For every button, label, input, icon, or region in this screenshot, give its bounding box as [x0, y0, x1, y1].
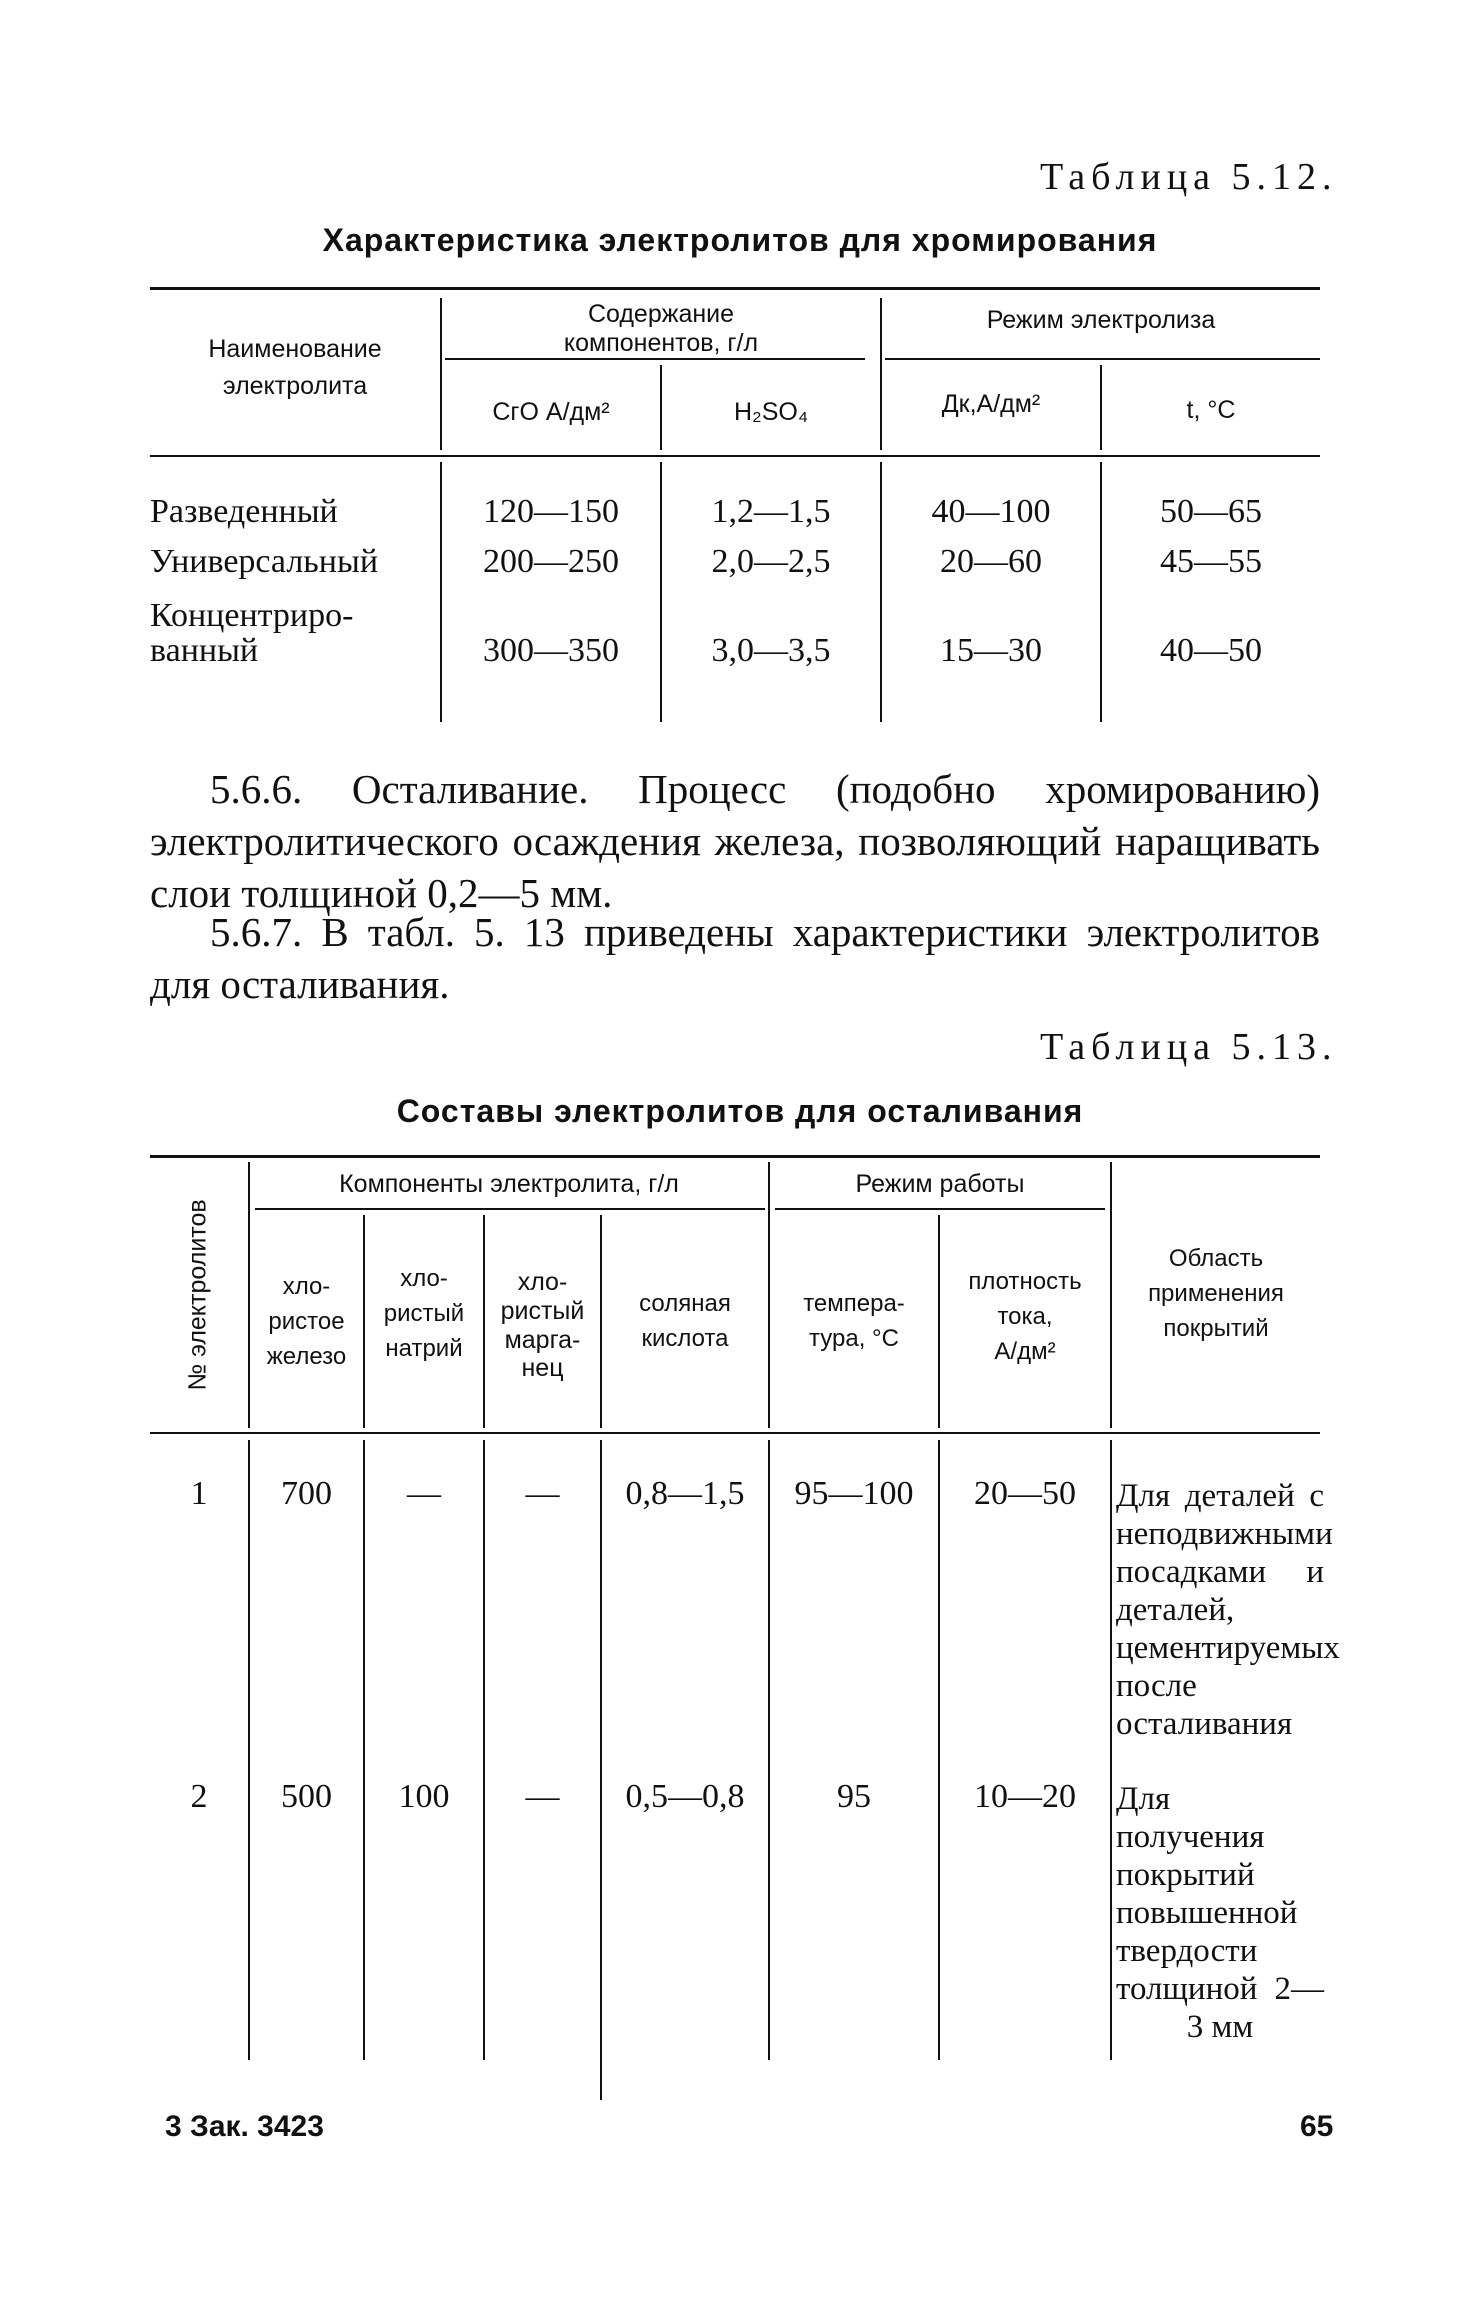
row-t: 50—65	[1160, 493, 1262, 530]
row-temp: 95	[837, 1778, 871, 1815]
row-name: Разведенный	[150, 493, 338, 530]
table1-top-rule	[150, 287, 1320, 290]
table1-header-cro: СгО А/дм²	[492, 398, 610, 426]
table2-header-hcl: соляная кислота	[639, 1290, 731, 1352]
row-na: —	[407, 1475, 441, 1512]
row-fe: 500	[281, 1778, 332, 1815]
table1-header-mode: Режим электролиза	[986, 306, 1216, 334]
row-density: 20—50	[974, 1475, 1076, 1512]
page-number: 65	[1300, 2110, 1334, 2143]
row-na: 100	[398, 1778, 450, 1815]
row-density: 10—20	[974, 1778, 1076, 1815]
table2-vline	[938, 1440, 940, 2060]
table1-title: Характеристика электролитов для хромирования	[322, 222, 1158, 258]
table2-header-na: хло- ристый натрий	[383, 1265, 465, 1362]
row-name-line2: ванный	[150, 632, 259, 669]
table2-header-num: № электролитов	[183, 1199, 212, 1391]
row-hcl: 0,8—1,5	[625, 1475, 745, 1512]
table1-subhead-rule	[445, 358, 865, 360]
row-temp: 95—100	[794, 1475, 914, 1512]
table2-caption: Таблица 5.13.	[1040, 1026, 1338, 1068]
table2-header-rule	[150, 1432, 1320, 1434]
table1-header-name: Наименование электролита	[208, 335, 382, 400]
table2-top-rule	[150, 1155, 1320, 1158]
table2-title: Составы электролитов для осталивания	[396, 1093, 1084, 1129]
table2-vline	[768, 1440, 770, 2060]
row-hcl: 0,5—0,8	[625, 1778, 745, 1815]
row-dk: 40—100	[931, 493, 1051, 530]
table1-header-content: Содержание компонентов, г/л	[563, 300, 759, 357]
row-num: 2	[190, 1778, 208, 1815]
paragraph-5-6-6: 5.6.6. Осталивание. Процесс (подобно хромированию) электролитического осаждения железа, позволяющий наращивать слои толщиной 0,2—5 мм.	[150, 766, 1320, 916]
table2-header-area: Область применения покрытий	[1148, 1245, 1284, 1342]
row-name-line1: Концентриро-	[150, 597, 354, 634]
row-area: Для получения покрытий повышенной твердости толщиной 2—3 мм	[1116, 1781, 1324, 2045]
table1-header-rule	[150, 455, 1320, 457]
row-t: 40—50	[1160, 632, 1262, 669]
row-fe: 700	[281, 1475, 332, 1512]
row-dk: 20—60	[940, 543, 1042, 580]
table1-header-t: t, °С	[1186, 396, 1236, 424]
paragraph-5-6-7: 5.6.7. В табл. 5. 13 приведены характеристики электролитов для осталивания.	[150, 909, 1320, 1007]
row-num: 1	[190, 1475, 208, 1512]
table1-header-dk: Дк,А/дм²	[941, 390, 1041, 418]
row-t: 45—55	[1160, 543, 1262, 580]
row-cro: 120—150	[483, 493, 619, 530]
order-number: 3 Зак. 3423	[165, 2110, 324, 2143]
table2-header-mn: хло- ристый марга- нец	[500, 1268, 585, 1383]
row-h2so4: 1,2—1,5	[711, 493, 831, 530]
row-h2so4: 2,0—2,5	[711, 543, 831, 580]
row-name: Универсальный	[150, 543, 379, 580]
table2-header-components: Компоненты электролита, г/л	[339, 1170, 679, 1198]
table2-vline	[363, 1440, 365, 2060]
table2-header-temp: темпера- тура, °С	[803, 1290, 905, 1352]
table2-header-fe: хло- ристое железо	[266, 1273, 347, 1370]
row-cro: 200—250	[483, 543, 619, 580]
table2-vline	[248, 1440, 250, 2060]
table1-caption: Таблица 5.12.	[1040, 156, 1338, 198]
row-dk: 15—30	[940, 632, 1042, 669]
table2-vline	[1110, 1440, 1112, 2060]
row-mn: —	[525, 1778, 560, 1815]
table2-header-mode: Режим работы	[855, 1170, 1025, 1198]
table2-subhead-rule	[775, 1208, 1105, 1210]
table1-subhead-rule	[885, 358, 1320, 360]
row-h2so4: 3,0—3,5	[711, 632, 831, 669]
table2-vline	[483, 1440, 485, 2060]
row-mn: —	[525, 1475, 560, 1512]
table2-header-density: плотность тока, А/дм²	[968, 1268, 1082, 1365]
row-area: Для деталей с неподвижными посадками и деталей, цементируемых после осталивания	[1116, 1478, 1340, 1742]
table2-subhead-rule	[255, 1208, 765, 1210]
table1-header-h2so4: H₂SO₄	[733, 398, 809, 426]
row-cro: 300—350	[483, 632, 619, 669]
table2-vline	[600, 1440, 602, 2100]
